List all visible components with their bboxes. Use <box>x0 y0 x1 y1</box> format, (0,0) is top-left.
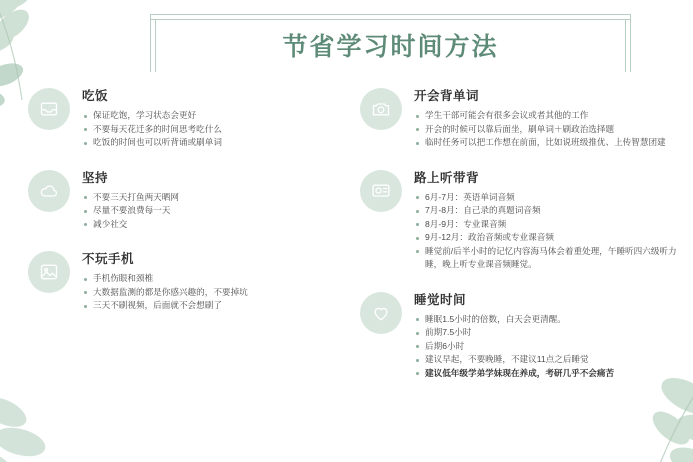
list-item: 手机伤眼和颈椎 <box>82 272 346 286</box>
list-item: 吃饭的时间也可以听背诵或刷单词 <box>82 136 346 150</box>
topic-block <box>28 168 346 232</box>
list-item: 减少社交 <box>82 218 346 232</box>
topic-body <box>414 168 692 272</box>
camera-icon <box>360 88 402 130</box>
cloud-icon <box>28 170 70 212</box>
list-item: 三天不刷视频，后面就不会想刷了 <box>82 299 346 313</box>
topic-title: 坚持 <box>82 170 109 185</box>
topic-block <box>360 290 692 381</box>
list-item: 保证吃饱，学习状态会更好 <box>82 109 346 123</box>
topic-block <box>28 86 346 150</box>
list-item: 6月-7月：英语单词音频 <box>414 191 692 205</box>
topic-bullets <box>82 109 346 150</box>
topic-bullets <box>82 191 346 232</box>
list-item: 后期6小时 <box>414 340 692 354</box>
topic-title: 路上听带背 <box>414 170 480 185</box>
monitor-icon <box>360 170 402 212</box>
topic-bullets <box>414 191 692 272</box>
topic-body <box>414 290 692 381</box>
topic-body <box>82 249 346 313</box>
list-item: 开会的时候可以靠后面坐，刷单词＋刷政治选择题 <box>414 123 692 137</box>
page-title: 节省学习时间方法 <box>282 33 499 61</box>
list-item: 不要三天打鱼两天晒网 <box>82 191 346 205</box>
topic-body <box>82 86 346 150</box>
topic-title: 睡觉时间 <box>414 292 467 307</box>
list-item: 不要每天花迁多的时间思考吃什么 <box>82 123 346 137</box>
topic-block <box>360 168 692 272</box>
image-icon <box>28 251 70 293</box>
title-frame-line <box>150 19 630 20</box>
topic-title: 不玩手机 <box>82 252 135 266</box>
list-item: 建议低年级学弟学妹现在养成，考研几乎不会痛苦 <box>414 367 692 381</box>
inbox-icon <box>28 88 70 130</box>
topic-block <box>360 86 692 150</box>
list-item: 7月-8月：自己录的真题词音频 <box>414 204 692 218</box>
topic-title: 开会背单词 <box>414 89 480 103</box>
list-item: 尽量不要浪费每一天 <box>82 204 346 218</box>
list-item: 睡眠1.5小时的倍数，白天会更清醒。 <box>414 313 692 327</box>
content-columns <box>0 86 693 426</box>
topic-title: 吃饭 <box>82 89 109 103</box>
list-item: 9月-12月：政治音频或专业课音频 <box>414 231 692 245</box>
list-item: 前期7.5小时 <box>414 326 692 340</box>
list-item: 睡觉前/后半小时的记忆内容海马体会着重处理，午睡听四六级听力睡，晚上听专业课音频睡觉。 <box>414 245 692 272</box>
list-item: 学生干部可能会有很多会议或者其他的工作 <box>414 109 692 123</box>
topic-bullets <box>414 109 692 150</box>
topic-bullets <box>82 272 346 313</box>
topic-body <box>82 168 346 232</box>
heart-icon <box>360 292 402 334</box>
topic-block <box>28 249 346 313</box>
list-item: 建议早起，不要晚睡，不建议11点之后睡觉 <box>414 353 692 367</box>
title-frame-line <box>150 14 630 15</box>
list-item: 8月-9月：专业课音频 <box>414 218 692 232</box>
right-column <box>346 86 692 426</box>
topic-bullets <box>414 313 692 381</box>
list-item: 大数据监测的都是你感兴趣的，不要掉坑 <box>82 286 346 300</box>
left-column <box>0 86 346 426</box>
topic-body <box>414 86 692 150</box>
list-item: 临时任务可以把工作想在前面，比如说班级推优、上传智慧团建 <box>414 136 692 150</box>
